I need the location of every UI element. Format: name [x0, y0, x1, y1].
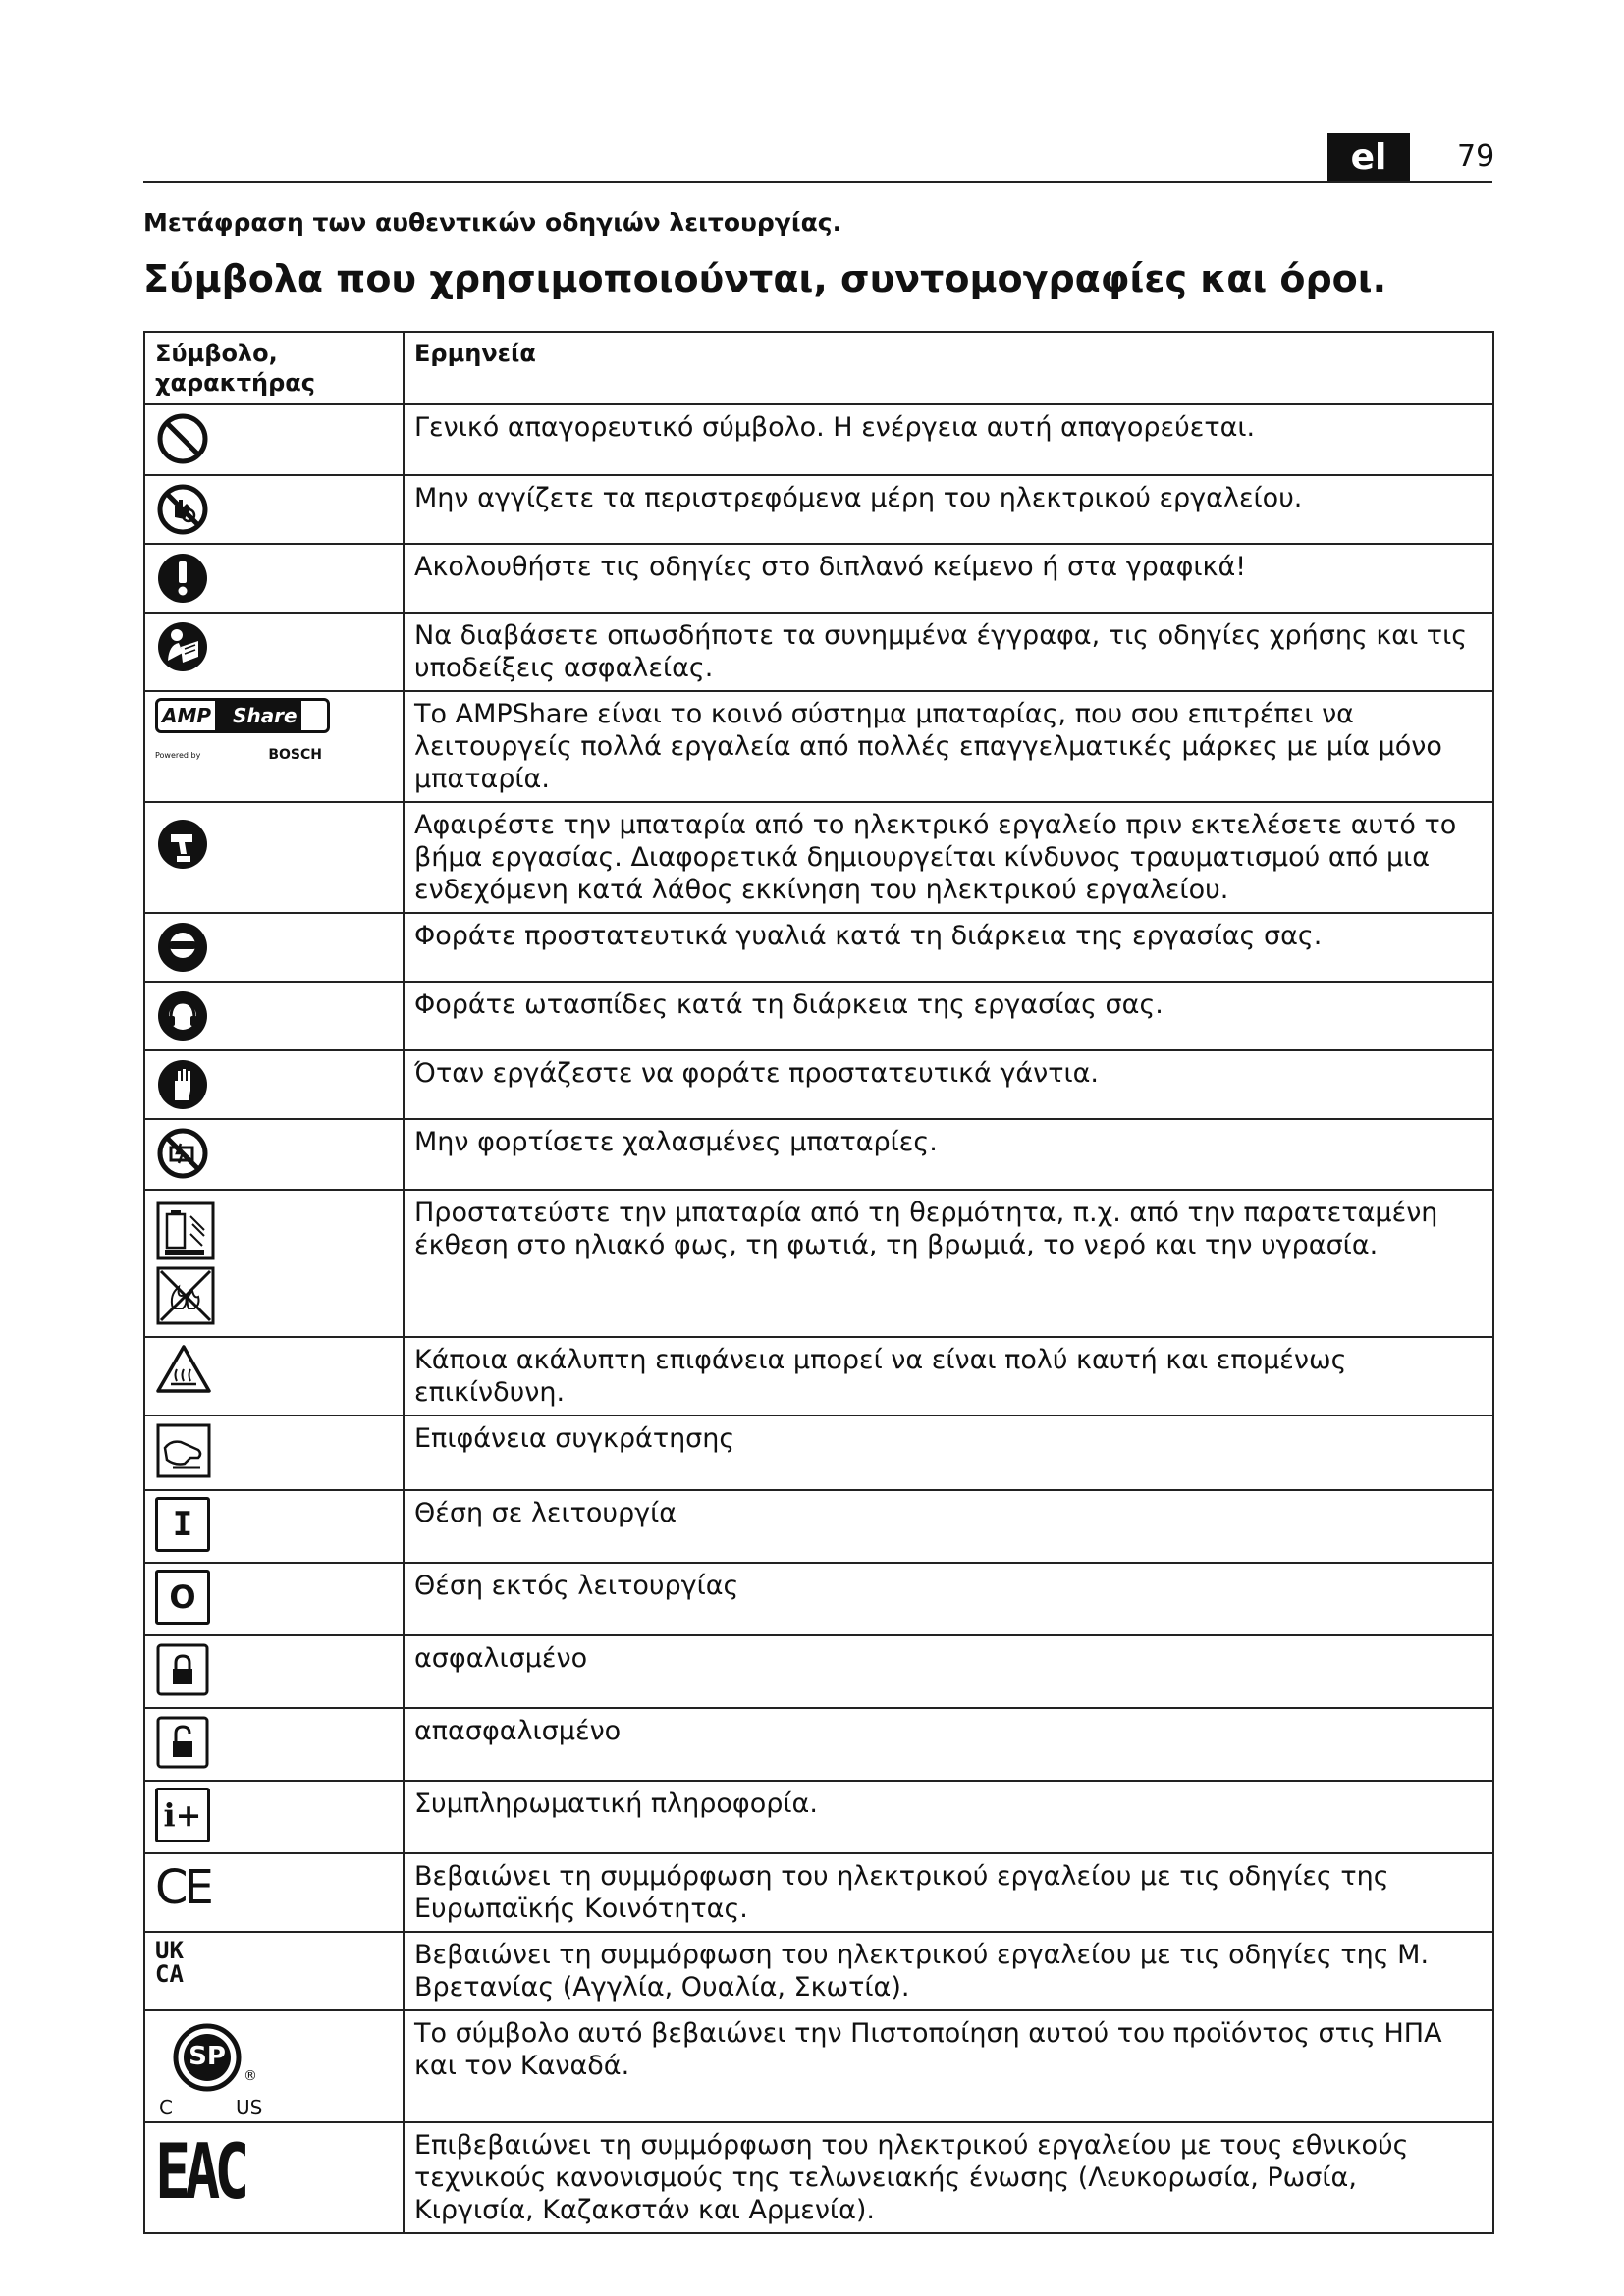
table-row	[144, 544, 1493, 613]
row-text: Φοράτε προστατευτικά γυαλιά κατά τη διάρκεια της εργασίας σας.	[404, 913, 1493, 982]
ukca-mark-top: UK	[155, 1937, 184, 1964]
table-row	[144, 1932, 1493, 2010]
table-row	[144, 802, 1493, 913]
ear-protection-icon	[155, 988, 210, 1043]
read-manual-icon	[155, 619, 210, 674]
grip-surface-icon	[155, 1422, 212, 1479]
row-text: ασφαλισμένο	[404, 1635, 1493, 1708]
table-row	[144, 404, 1493, 475]
eac-mark-icon	[155, 2116, 393, 2228]
page-number: 79	[1457, 139, 1495, 174]
table-row	[144, 1490, 1493, 1563]
remove-battery-icon	[155, 817, 210, 872]
power-on-icon	[155, 1497, 210, 1552]
table-row	[144, 982, 1493, 1050]
table-row	[144, 1337, 1493, 1415]
info-icon	[155, 1788, 210, 1842]
ampshare-logo-separator	[215, 701, 229, 730]
protective-gloves-icon	[155, 1057, 210, 1112]
row-text: Να διαβάσετε οπωσδήποτε τα συνημμένα έγγραφα, τις οδηγίες χρήσης και τις υποδείξεις ασφαλείας.	[404, 613, 1493, 691]
table-row	[144, 1781, 1493, 1853]
language-badge: el	[1327, 133, 1410, 183]
ampshare-logo	[155, 698, 332, 772]
csa-right-label: US	[236, 2096, 263, 2119]
document-subtitle: Μετάφραση των αυθεντικών οδηγιών λειτουργίας.	[143, 208, 842, 237]
row-text: Αφαιρέστε την μπαταρία από το ηλεκτρικό εργαλείο πριν εκτελέσετε αυτό το βήμα εργασίας. Διαφορετικά δημιουργείται κίνδυνος τραυματισμού από μια ενδεχόμενη κατά λάθος εκκίνηση του ηλεκτρικού εργαλείου.	[404, 802, 1493, 913]
safety-goggles-icon	[155, 920, 210, 975]
protect-battery-heat-icon	[155, 1201, 216, 1261]
row-text: απασφαλισμένο	[404, 1708, 1493, 1781]
row-text: Προστατεύστε την μπαταρία από τη θερμότητα, π.χ. από την παρατεταμένη έκθεση στο ηλιακό φως, τη φωτιά, τη βρωμιά, το νερό και την υγρασία.	[404, 1190, 1493, 1337]
row-text: Το AMPShare είναι το κοινό σύστημα μπαταρίας, που σου επιτρέπει να λειτουργείς πολλά εργαλεία από πολλές επαγγελματικές μάρκες με μία μόνο μπαταρία.	[404, 691, 1493, 802]
info-glyph: i+	[163, 1795, 202, 1834]
table-row	[144, 1190, 1493, 1337]
row-text: Συμπληρωματική πληροφορία.	[404, 1781, 1493, 1853]
table-row	[144, 1853, 1493, 1932]
row-text: Φοράτε ωτασπίδες κατά τη διάρκεια της εργασίας σας.	[404, 982, 1493, 1050]
table-row	[144, 691, 1493, 802]
row-text: Μην αγγίζετε τα περιστρεφόμενα μέρη του ηλεκτρικού εργαλείου.	[404, 475, 1493, 544]
section-title: Σύμβολα που χρησιμοποιούνται, συντομογραφίες και όροι.	[143, 257, 1387, 300]
no-charging-damaged-battery-icon	[155, 1126, 210, 1181]
locked-icon	[155, 1642, 210, 1697]
no-touch-rotating-parts-icon	[155, 482, 210, 537]
row-text: Γενικό απαγορευτικό σύμβολο. Η ενέργεια αυτή απαγορεύεται.	[404, 404, 1493, 475]
csa-reg-mark: ®	[244, 2068, 257, 2084]
table-row	[144, 1415, 1493, 1490]
row-text: Επιβεβαιώνει τη συμμόρφωση του ηλεκτρικού εργαλείου με τους εθνικούς τεχνικούς κανονισμούς της τελωνειακής ένωσης (Λευκορωσία, Ρωσία, Κιργισία, Καζακστάν και Αρμενία).	[404, 2122, 1493, 2233]
ce-mark-icon	[155, 1860, 393, 1915]
ampshare-logo-amp: AMP	[162, 703, 212, 727]
power-off-glyph: O	[169, 1577, 196, 1616]
row-text: Επιφάνεια συγκράτησης	[404, 1415, 1493, 1490]
row-text: Ακολουθήστε τις οδηγίες στο διπλανό κείμενο ή στα γραφικά!	[404, 544, 1493, 613]
table-header-row	[144, 332, 1493, 404]
hot-surface-warning-icon	[155, 1344, 212, 1395]
csa-mark-glyph: SP	[189, 2042, 226, 2071]
power-on-glyph: I	[172, 1504, 193, 1544]
row-text: Θέση σε λειτουργία	[404, 1490, 1493, 1563]
table-row	[144, 1708, 1493, 1781]
row-text: Βεβαιώνει τη συμμόρφωση του ηλεκτρικού εργαλείου με τις οδηγίες της Μ. Βρετανίας (Αγγλία, Ουαλία, Σκωτία).	[404, 1932, 1493, 2010]
ukca-mark-icon	[155, 1939, 393, 1986]
table-row	[144, 2010, 1493, 2122]
exclamation-icon	[155, 551, 210, 606]
table-row	[144, 613, 1493, 691]
column-header-meaning: Ερμηνεία	[404, 332, 1493, 404]
eac-mark-glyph: EAC	[155, 2127, 244, 2217]
table-row	[144, 1119, 1493, 1190]
ce-mark-glyph: CE	[155, 1860, 210, 1915]
ukca-mark-bottom: CA	[155, 1960, 184, 1988]
column-header-symbol: Σύμβολο, χαρακτήρας	[144, 332, 404, 404]
protect-battery-water-icon	[155, 1265, 216, 1326]
powered-by-label: Powered by	[155, 751, 201, 760]
symbols-table	[143, 331, 1494, 2234]
table-row	[144, 475, 1493, 544]
ampshare-logo-share: Share	[229, 701, 301, 730]
table-row	[144, 1635, 1493, 1708]
row-text: Θέση εκτός λειτουργίας	[404, 1563, 1493, 1635]
prohibition-icon	[155, 411, 210, 466]
table-row	[144, 913, 1493, 982]
table-row	[144, 1050, 1493, 1119]
header-divider	[143, 181, 1492, 183]
row-text: Όταν εργάζεστε να φοράτε προστατευτικά γάντια.	[404, 1050, 1493, 1119]
row-text: Μην φορτίσετε χαλασμένες μπαταρίες.	[404, 1119, 1493, 1190]
unlocked-icon	[155, 1715, 210, 1770]
row-text: Κάποια ακάλυπτη επιφάνεια μπορεί να είναι πολύ καυτή και επομένως επικίνδυνη.	[404, 1337, 1493, 1415]
bosch-brand: BOSCH	[268, 747, 322, 763]
row-text: Το σύμβολο αυτό βεβαιώνει την Πιστοποίηση αυτού του προϊόντος στις ΗΠΑ και τον Καναδά.	[404, 2010, 1493, 2122]
csa-mark-icon	[155, 2017, 263, 2119]
row-text: Βεβαιώνει τη συμμόρφωση του ηλεκτρικού εργαλείου με τις οδηγίες της Ευρωπαϊκής Κοινότητας.	[404, 1853, 1493, 1932]
csa-left-label: C	[159, 2096, 173, 2119]
table-row	[144, 2122, 1493, 2233]
table-row	[144, 1563, 1493, 1635]
power-off-icon	[155, 1570, 210, 1625]
